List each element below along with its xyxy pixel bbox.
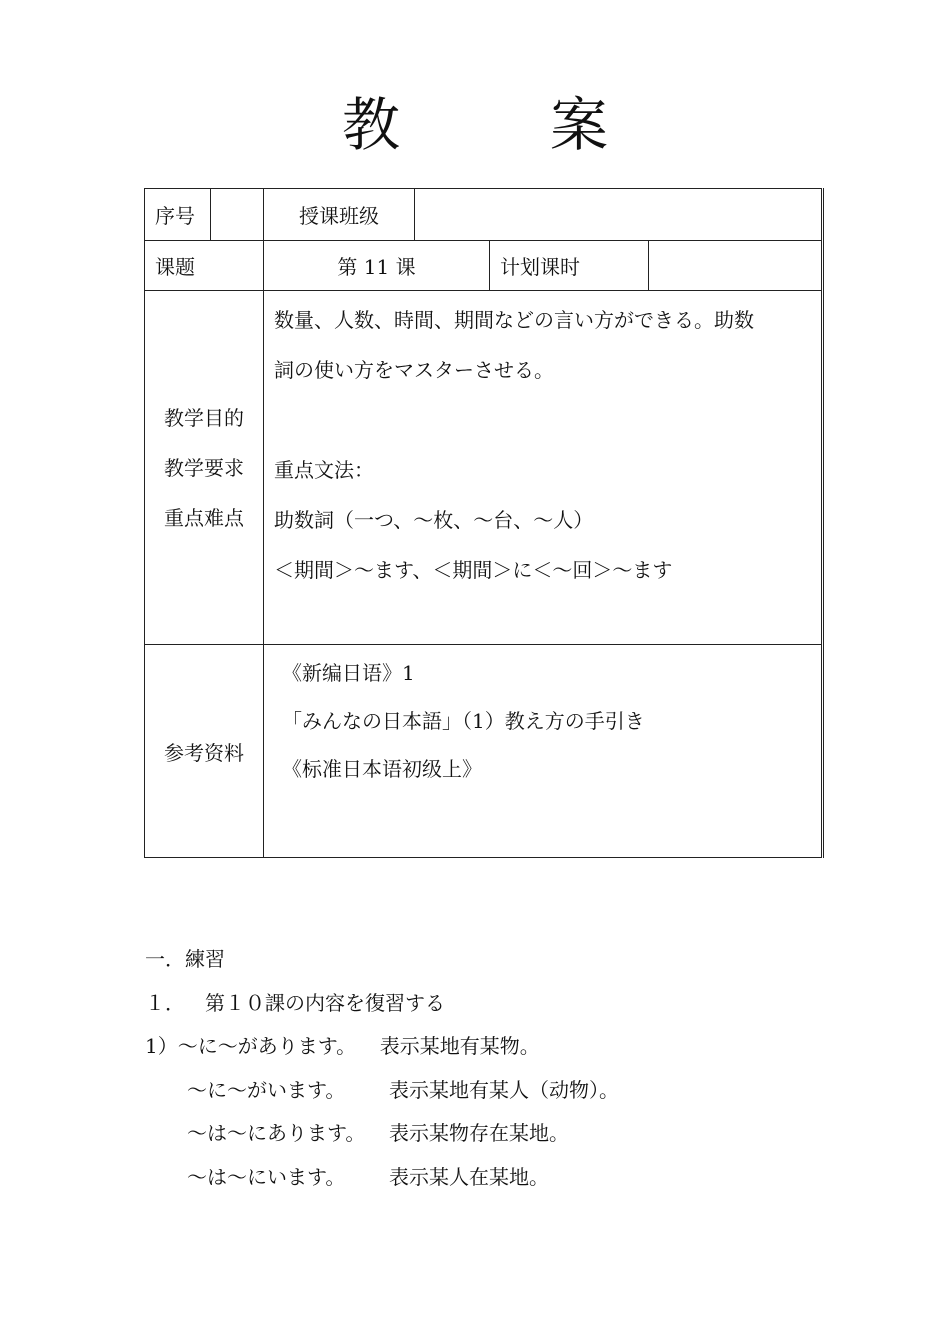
serial-value <box>211 189 264 241</box>
goals-line: 数量、人数、時間、期間などの言い方ができる。助数 <box>274 308 754 332</box>
class-value <box>415 189 823 241</box>
pattern-row <box>145 1025 619 1069</box>
title-char-1: 教 <box>341 91 400 159</box>
pattern-jp: ～に～があります。 <box>177 1034 357 1058</box>
topic-label: 课题 <box>145 241 264 291</box>
section-heading: 一．練習 <box>145 947 225 971</box>
reference-line: 「みんなの日本語」（1）教え方の手引き <box>282 709 645 733</box>
lesson-plan-table <box>144 188 824 858</box>
sub-number: 1） <box>145 1034 178 1058</box>
reference-content <box>264 645 823 858</box>
goals-content <box>264 291 823 645</box>
goals-line: 詞の使い方をマスターさせる。 <box>274 358 554 382</box>
hours-label: 计划课时 <box>490 241 649 291</box>
pattern-jp: ～は～にあります。 <box>187 1121 366 1145</box>
class-label: 授课班级 <box>264 189 415 241</box>
reference-line: 《新编日语》1 <box>282 661 415 685</box>
practice-section <box>145 938 619 1199</box>
pattern-cn: 表示某人在某地。 <box>389 1164 549 1189</box>
serial-label: 序号 <box>145 189 211 241</box>
pattern-row <box>145 1112 619 1156</box>
item-1-text: 第１０課の内容を復習する <box>205 990 445 1015</box>
goals-line <box>274 395 813 445</box>
pattern-jp: ～は～にいます。 <box>187 1164 346 1189</box>
key-points-label: 重点难点 <box>164 505 244 530</box>
reference-label: 参考资料 <box>145 645 264 858</box>
goals-label-cell <box>145 291 264 645</box>
goals-line: 助数詞（一つ、～枚、～台、～人） <box>274 508 594 532</box>
topic-value: 第 11 课 <box>264 241 490 291</box>
goals-label: 教学目的 <box>164 405 244 430</box>
hours-value <box>649 241 823 291</box>
item-1 <box>145 982 619 1026</box>
pattern-row <box>145 1069 619 1113</box>
pattern-jp: ～に～がいます。 <box>187 1077 346 1102</box>
item-1-number: １． <box>145 990 185 1015</box>
reference-line: 《标准日本语初级上》 <box>282 757 482 781</box>
page-title <box>0 78 950 162</box>
goals-line: 重点文法： <box>274 458 374 482</box>
requirements-label: 教学要求 <box>164 455 244 480</box>
pattern-row <box>145 1156 619 1200</box>
pattern-cn: 表示某物存在某地。 <box>389 1121 569 1145</box>
goals-line: ＜期間＞～ます、＜期間＞に＜～回＞～ます <box>274 558 673 582</box>
title-char-2: 案 <box>550 91 609 159</box>
pattern-cn: 表示某地有某人（动物）。 <box>389 1077 619 1102</box>
pattern-cn: 表示某地有某物。 <box>379 1034 540 1058</box>
